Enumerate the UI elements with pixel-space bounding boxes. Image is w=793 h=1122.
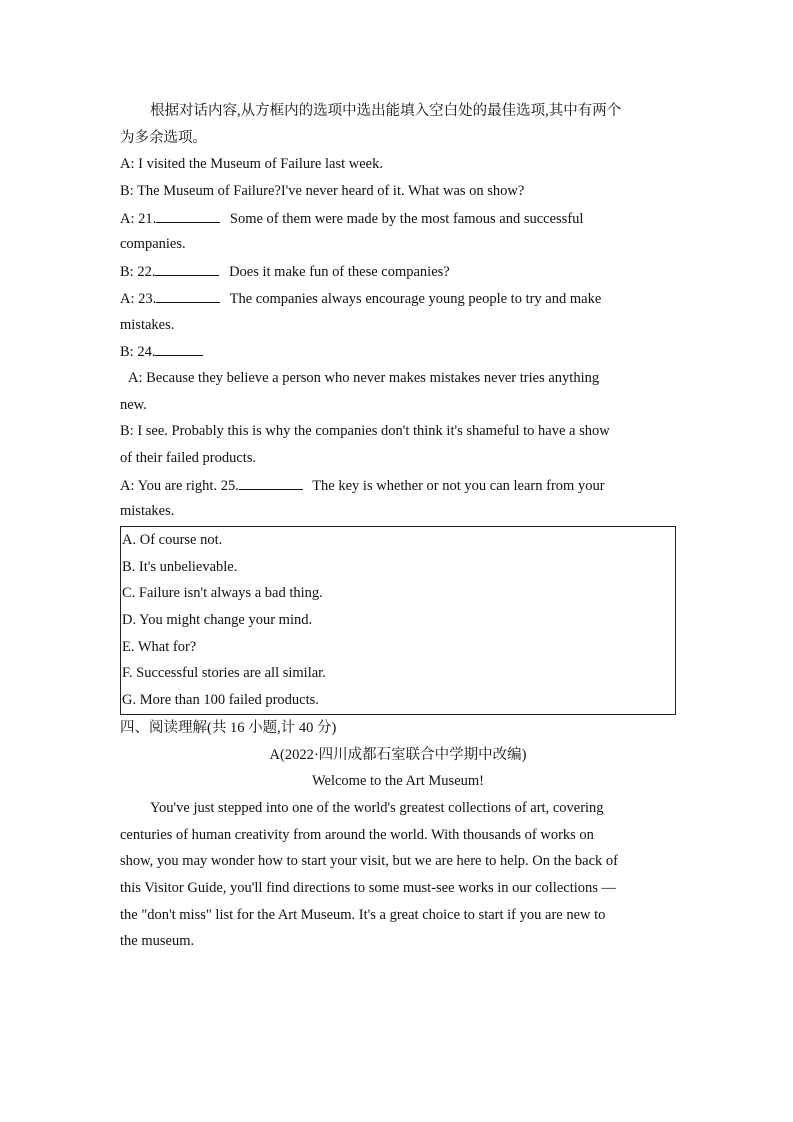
option-e: E. What for? xyxy=(122,638,197,655)
answer-blank-22[interactable] xyxy=(155,258,219,276)
question-21-continuation: companies. xyxy=(120,236,186,253)
option-a: A. Of course not. xyxy=(122,532,223,548)
question-22 xyxy=(120,258,676,285)
option-b: B. It's unbelievable. xyxy=(122,558,238,575)
section-heading: 四、阅读理解(共 16 小题,计 40 分) xyxy=(120,719,337,736)
options-box xyxy=(120,526,676,715)
question-23-text: The companies always encourage young people to try and make xyxy=(229,290,602,307)
passage-line-2: centuries of human creativity from around the world. With thousands of works on xyxy=(120,826,594,843)
question-23-continuation: mistakes. xyxy=(120,316,175,333)
option-d: D. You might change your mind. xyxy=(122,612,313,629)
option-c: C. Failure isn't always a bad thing. xyxy=(122,585,323,602)
question-21-text: Some of them were made by the most famous and successful xyxy=(229,210,584,227)
instructions-line-2: 为多余选项。 xyxy=(120,129,207,146)
question-23-prefix: A: 23. xyxy=(120,290,157,307)
question-22-prefix: B: 22. xyxy=(120,264,156,281)
answer-blank-25[interactable] xyxy=(239,472,303,490)
document-page xyxy=(120,98,676,955)
passage-line-4: this Visitor Guide, you'll find directions to some must-see works in our collections — xyxy=(120,879,617,896)
dialogue-because: A: Because they believe a person who never makes mistakes never tries anything xyxy=(128,369,600,386)
answer-blank-21[interactable] xyxy=(156,205,220,223)
question-25-text: The key is whether or not you can learn from your xyxy=(312,477,605,494)
question-24-prefix: B: 24. xyxy=(120,344,156,361)
answer-blank-24[interactable] xyxy=(155,338,203,356)
answer-blank-23[interactable] xyxy=(156,285,220,303)
question-24 xyxy=(120,338,676,365)
question-25-prefix: A: You are right. 25. xyxy=(120,477,239,494)
passage-line-3: show, you may wonder how to start your visit, but we are here to help. On the back of xyxy=(120,853,618,870)
question-22-text: Does it make fun of these companies? xyxy=(229,264,450,281)
question-25-continuation: mistakes. xyxy=(120,503,175,520)
option-g: G. More than 100 failed products. xyxy=(122,692,319,709)
passage-line-1: You've just stepped into one of the world's greatest collections of art, covering xyxy=(150,799,604,816)
passage-line-5: the "don't miss" list for the Art Museum. It's a great choice to start if you are new to xyxy=(120,906,606,923)
dialogue-line-1: A: I visited the Museum of Failure last week. xyxy=(120,156,383,173)
passage-source: A(2022·四川成都石室联合中学期中改编) xyxy=(269,746,527,763)
passage-title: Welcome to the Art Museum! xyxy=(312,773,484,790)
instructions-line-1: 根据对话内容,从方框内的选项中选出能填入空白处的最佳选项,其中有两个 xyxy=(150,103,622,119)
question-21 xyxy=(120,205,676,232)
passage-line-6: the museum. xyxy=(120,933,195,950)
dialogue-line-2: B: The Museum of Failure?I've never heard of it. What was on show? xyxy=(120,183,525,200)
question-25 xyxy=(120,472,676,499)
dialogue-i-see: B: I see. Probably this is why the companies don't think it's shameful to have a show xyxy=(120,423,610,440)
dialogue-i-see-continuation: of their failed products. xyxy=(120,449,257,466)
question-23 xyxy=(120,285,676,312)
dialogue-because-continuation: new. xyxy=(120,396,147,413)
option-f: F. Successful stories are all similar. xyxy=(122,665,326,682)
question-21-prefix: A: 21. xyxy=(120,210,157,227)
